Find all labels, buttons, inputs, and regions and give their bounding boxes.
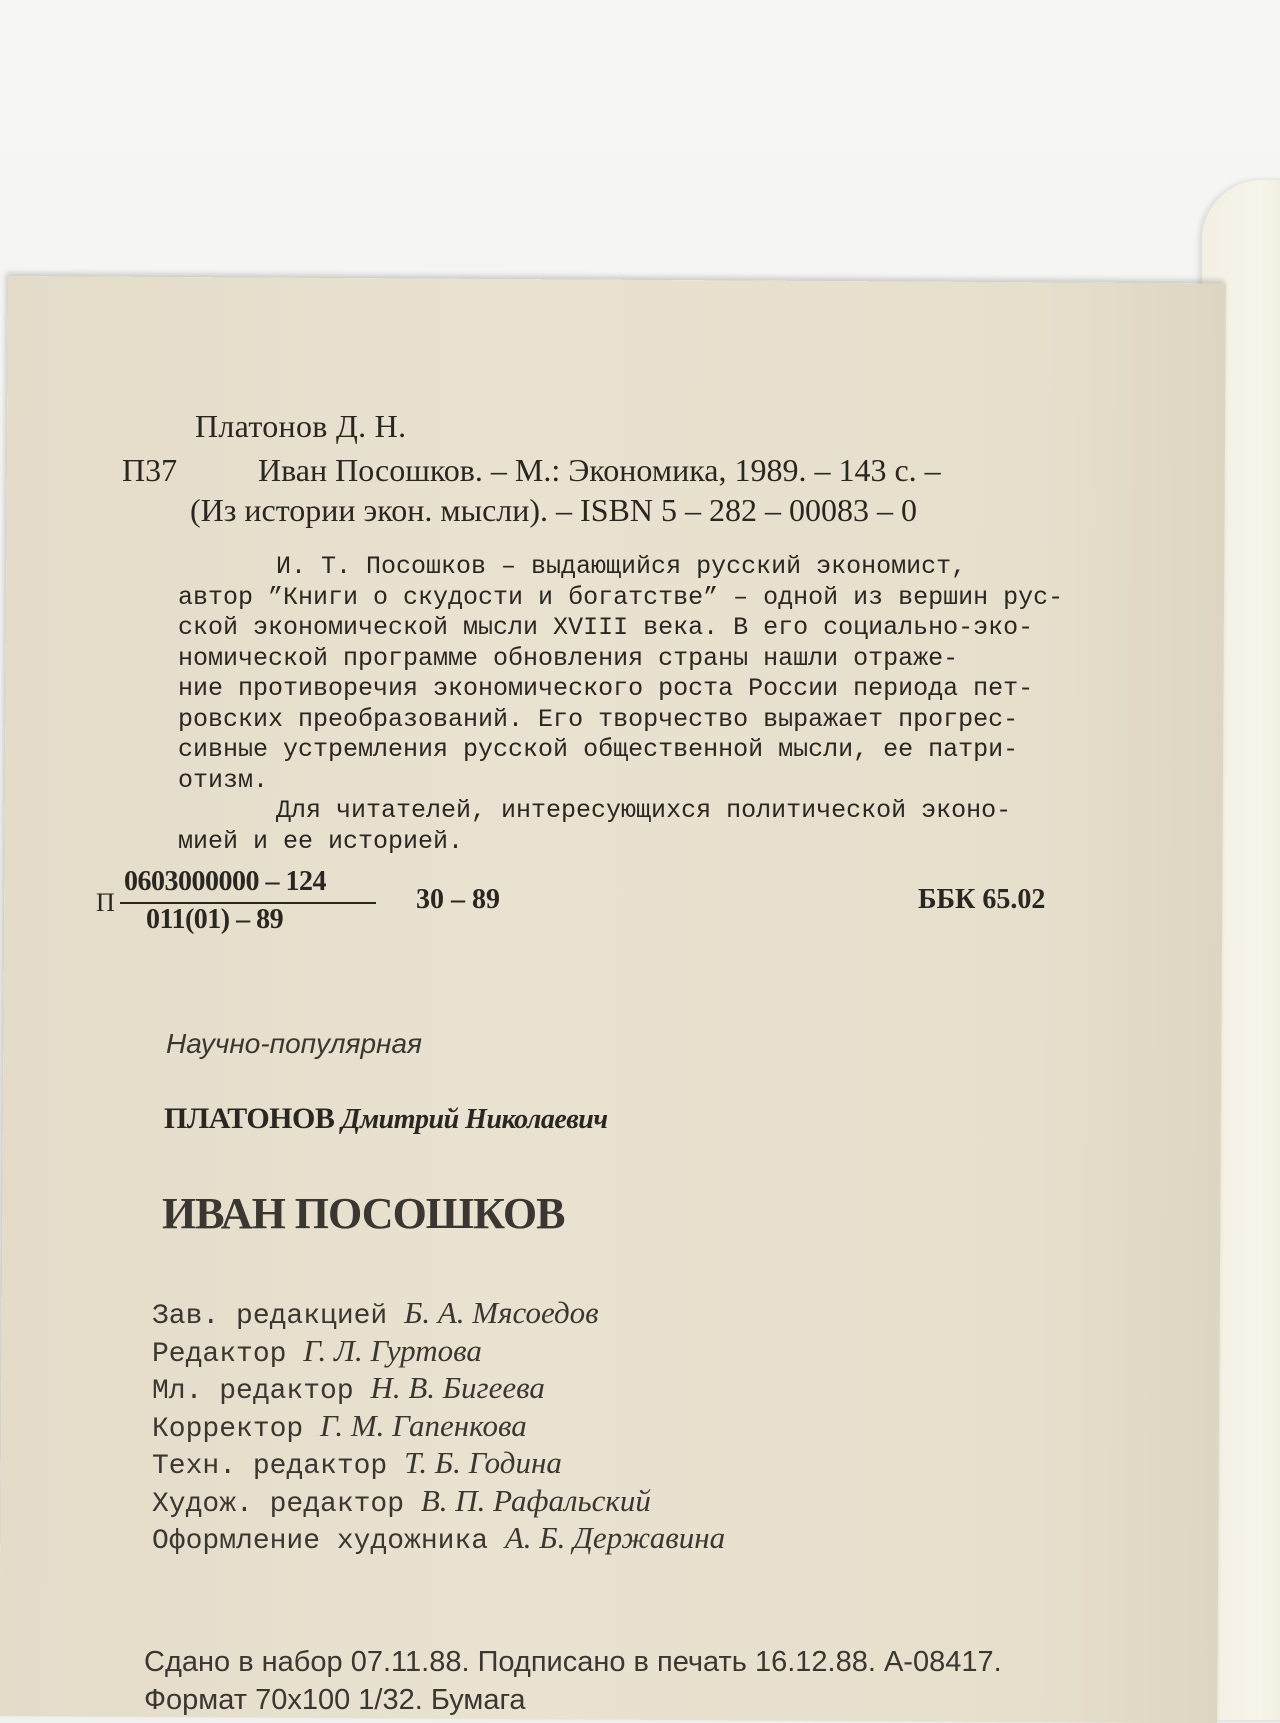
annotation-line: ние противоречия экономического роста России периода пет- xyxy=(178,674,1034,703)
credit-role: Худож. редактор xyxy=(152,1488,405,1520)
credit-row xyxy=(152,1409,725,1447)
code-numerator: 0603000000 – 124 xyxy=(124,866,326,897)
annotation-line: ской экономической мысли XVIII века. В его социально-эко- xyxy=(178,613,1034,642)
credit-name: В. П. Рафальский xyxy=(420,1482,651,1518)
credit-role: Корректор xyxy=(152,1413,304,1445)
author-full-name xyxy=(164,1102,608,1136)
annotation xyxy=(178,552,1158,857)
book-title: ИВАН ПОСОШКОВ xyxy=(162,1189,565,1238)
annotation-line: И. Т. Посошков – выдающийся русский экономист, xyxy=(276,552,967,581)
credits-list xyxy=(152,1296,725,1559)
annotation-line: автор ”Книги о скудости и богатстве” – одной из вершин рус- xyxy=(178,582,1064,612)
imprint-line-2: Формат 70х100 1/32. Бумага xyxy=(144,1684,526,1716)
annotation-line: Для читателей, интересующихся политической эконо- xyxy=(276,796,1012,825)
credit-name: Г. Л. Гуртова xyxy=(303,1332,482,1368)
bibliographic-line-2: (Из истории экон. мысли). – ISBN 5 – 282 – 00083 – 0 xyxy=(190,492,917,528)
credit-name: Т. Б. Година xyxy=(404,1445,562,1480)
code-denominator: 011(01) – 89 xyxy=(146,904,284,935)
annotation-line: мией и ее историей. xyxy=(178,826,464,856)
annotation-paragraph-2 xyxy=(178,796,1158,857)
annotation-line: сивные устремления русской общественной мысли, ее патри- xyxy=(178,735,1019,764)
credit-row xyxy=(152,1296,725,1334)
annotation-line: номической программе обновления страны нашли отраже- xyxy=(178,643,959,673)
credit-name: Б. А. Мясоедов xyxy=(404,1295,599,1330)
bibliographic-line-1: Иван Посошков. – М.: Экономика, 1989. – 143 с. – xyxy=(258,452,941,488)
bbk-code: ББК 65.02 xyxy=(918,884,1046,915)
credit-role: Оформление художника xyxy=(152,1526,489,1557)
credit-name: Г. М. Гапенкова xyxy=(320,1407,527,1443)
code-prefix: П xyxy=(96,888,115,917)
credit-row xyxy=(152,1371,725,1409)
credit-role: Мл. редактор xyxy=(152,1376,354,1407)
author-surname: ПЛАТОНОВ xyxy=(164,1102,335,1135)
credit-role: Редактор xyxy=(152,1338,287,1370)
order-number: 30 – 89 xyxy=(416,884,500,915)
credit-row xyxy=(152,1484,725,1522)
credit-name: Н. В. Бигеева xyxy=(370,1370,545,1405)
credit-role: Зав. редакцией xyxy=(152,1301,388,1332)
credit-role: Техн. редактор xyxy=(152,1451,388,1482)
author-given-names: Дмитрий Николаевич xyxy=(341,1104,608,1135)
credit-name: А. Б. Державина xyxy=(504,1520,726,1555)
credit-row xyxy=(152,1446,725,1484)
index-code: П37 xyxy=(122,452,178,488)
credit-row xyxy=(152,1334,725,1372)
annotation-line: ровских преобразований. Его творчество выражает прогрес- xyxy=(178,704,1019,734)
genre-label: Научно-популярная xyxy=(166,1028,422,1059)
imprint-line-1: Сдано в набор 07.11.88. Подписано в печать 16.12.88. А-08417. xyxy=(144,1646,1002,1678)
credit-row xyxy=(152,1521,725,1559)
author-heading: Платонов Д. Н. xyxy=(195,408,407,444)
annotation-paragraph-1 xyxy=(178,552,1158,796)
annotation-line: отизм. xyxy=(178,765,269,795)
